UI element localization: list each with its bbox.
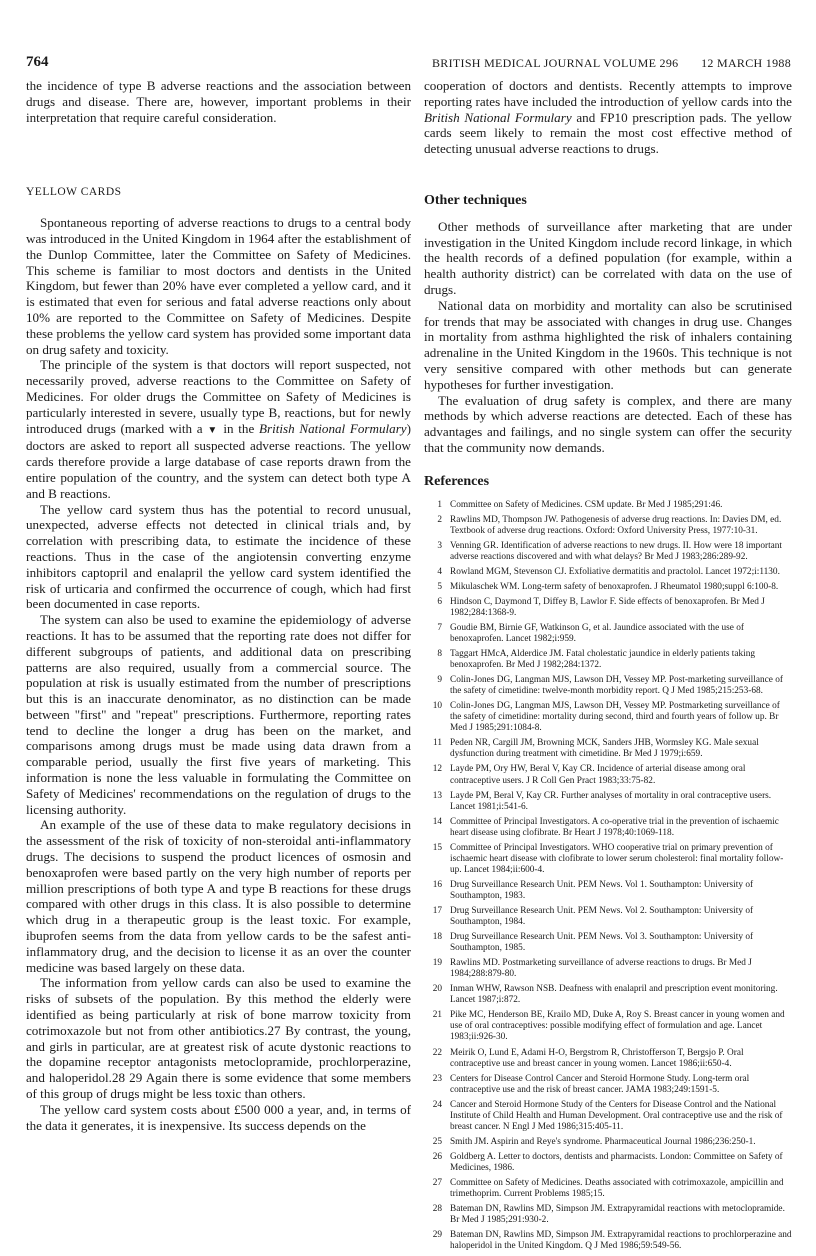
reference-item [433, 738, 792, 760]
reference-number: 3 [437, 540, 442, 551]
reference-text: Committee of Principal Investigators. WHO cooperative trial on primary prevention of ischaemic heart disease with clofibrate to lower serum cholesterol: final mortality follow-up. Lancet 1984;ii:600-4. [450, 842, 784, 875]
reference-item [432, 842, 792, 876]
reference-item [432, 701, 792, 734]
reference-text: Colin-Jones DG, Langman MJS, Lawson DH, Vessey MP. Postmarketing surveillance of the safety of cimetidine: mortality during second, third and fourth years of follow up. Br Med J 1985;291:1084-8. [450, 701, 780, 734]
reference-text: Bateman DN, Rawlins MD, Simpson JM. Extrapyramidal reactions with metoclopramide. Br Med J 1985;291:930-2. [450, 1204, 785, 1226]
reference-item [432, 984, 792, 1006]
reference-text: Venning GR. Identification of adverse reactions to new drugs. II. How were 18 important adverse reactions discovered and with what delays? Br Med J 1983;286:289-92. [450, 540, 783, 562]
page-number: 764 [26, 54, 49, 70]
italic-title: British National Formulary [424, 109, 572, 125]
intro-paragraph: the incidence of type B adverse reactions and the association between drugs and disease. There are, however, important problems in their interpretation that require careful consideration. [26, 78, 411, 125]
left-column [26, 78, 411, 1133]
reference-item [432, 1010, 792, 1043]
reference-number: 4 [437, 566, 442, 577]
heading-references: References [424, 473, 490, 489]
reference-item [432, 932, 792, 954]
reference-item [432, 1230, 792, 1252]
issue-date: 12 MARCH 1988 [701, 56, 791, 70]
reference-item [432, 816, 792, 839]
yellow-cards-paragraph-6: The information from yellow cards can also be used to examine the risks of subsets of the population. By this method the elderly were identified as being particularly at risk of bone marrow toxicity from cotrimoxazole but not from other antibiotics.27 By contrast, the young, and girls in particular, are at greatest risk of acute dystonic reactions to the dopamine receptor antagonists metoclopramide, prochlorperazine, and haloperidol.28 29 Again there is some evidence that some members of this group of drugs might be less toxic than others. [26, 975, 411, 1102]
reference-text: Peden NR, Cargill JM, Browning MCK, Sanders JHB, Wormsley KG. Male sexual dysfunction during treatment with cimetidine. Br Med J 1979;i:659. [450, 738, 759, 760]
right-column [424, 78, 792, 1256]
reference-item [432, 958, 792, 980]
other-techniques-paragraph-3: The evaluation of drug safety is complex, and there are many methods by which adverse reactions are detected. Each of these has advantages and failings, and no single system can offer the security that the community now demands. [424, 392, 792, 455]
reference-number: 8 [437, 649, 442, 660]
reference-number: 25 [432, 1136, 442, 1147]
reference-item [432, 1047, 792, 1070]
reference-number: 2 [437, 514, 442, 525]
reference-number: 14 [432, 816, 442, 827]
yellow-cards-paragraph-4: The system can also be used to examine the epidemiology of adverse reactions. It has to be assumed that the reporting rate does not differ for different subgroups of patients, and additional data on prescribing patterns are also required, usually from a commercial source. The population at risk is usually estimated from the number of prescriptions but this is an inaccurate denominator, as no distinction can be made between "first" and "repeat" prescriptions. Furthermore, reporting rates tend to decline the longer a drug has been on the market, and comparisons among drugs must be made using data drawn from a comparable period, usually the first five years of marketing. This information is none the less valuable in formulating the Committee on Safety of Medicines' recommendations on the regulation of drugs to the licensing authority. [26, 612, 411, 817]
reference-number: 9 [437, 675, 442, 686]
reference-item [432, 1099, 792, 1133]
black-triangle-symbol: ▼ [207, 424, 219, 436]
reference-text: Taggart HMcA, Alderdice JM. Fatal cholestatic jaundice in elderly patients taking benoxaprofen. Br Med J 1982;284:1372. [450, 649, 756, 671]
heading-other-techniques: Other techniques [424, 192, 527, 208]
reference-text: Pike MC, Henderson BE, Krailo MD, Duke A, Roy S. Breast cancer in young women and use of oral contraceptives: possible modifying effect of formulation and age. Lancet 1983;ii:926-30. [450, 1010, 785, 1043]
other-techniques-paragraph-2: National data on morbidity and mortality can also be scrutinised for trends that may be associated with changes in drug use. Changes in mortality from asthma highlighted the risk of inhalers containing adrenaline in the United Kingdom in the 1960s. This technique is not very sensitive compared with other methods but can generate hypotheses for further investigation. [424, 297, 792, 392]
paragraph-text: and FP10 prescription pads. The yellow cards seem likely to remain the most cost effective method of detecting unusual adverse reactions to drugs. [424, 109, 792, 157]
reference-text: Centers for Disease Control Cancer and Steroid Hormone Study. Long-term oral contraceptive use and the risk of breast cancer. JAMA 1983;249:1591-5. [450, 1073, 750, 1095]
other-techniques-paragraph-1: Other methods of surveillance after marketing that are under investigation in the United Kingdom include record linkage, in which the health records of a defined population (for example, within a health authority district) can be correlated with data on the use of drugs. [424, 218, 792, 297]
reference-number: 6 [437, 596, 442, 607]
reference-text: Rawlins MD, Thompson JW. Pathogenesis of adverse drug reactions. In: Davies DM, ed. Textbook of adverse drug reactions. Oxford: Oxford University Press, 1977:10-31. [450, 514, 782, 536]
paragraph-text: The principle of the system is that doctors will report suspected, not necessarily proved, adverse reactions to the Committee on Safety of Medicines. For older drugs the Committee on Safety of Medicines is particularly interested in severe, usually type B, reactions, but for newly introduced drugs (marked with a [26, 357, 411, 436]
yellow-cards-paragraph-5: An example of the use of these data to make regulatory decisions in the assessment of the risk of toxicity of non-steroidal anti-inflammatory drugs. The decisions to suspend the product licences of osmosin and benoxaprofen were based partly on the very high number of reports per million prescriptions of both type A and type B reactions for these drugs compared with other drugs in this class. It is also possible to determine which drug in a therapeutic group is the least toxic. For example, ibuprofen seems from the data from yellow cards to be the safest anti-inflammatory drug, and the decision to license it as an over the counter medicine was based largely on these data. [26, 817, 411, 975]
yellow-cards-paragraph-7: The yellow card system costs about £500 000 a year, and, in terms of the data it generates, it is inexpensive. Its success depends on the [26, 1101, 411, 1133]
reference-text: Goudie BM, Birnie GF, Watkinson G, et al. Jaundice associated with the use of benoxaprofen. Lancet 1982;i:959. [450, 622, 744, 644]
reference-number: 23 [432, 1073, 442, 1084]
reference-text: Drug Surveillance Research Unit. PEM News. Vol 3. Southampton: University of Southampton, 1985. [450, 932, 754, 954]
reference-number: 26 [432, 1151, 442, 1162]
reference-text: Meirik O, Lund E, Adami H-O, Bergstrom R, Christofferson T, Bergsjo P. Oral contraceptive use and breast cancer in young women. Lancet 1986;ii:650-4. [450, 1047, 744, 1069]
reference-number: 1 [437, 499, 442, 510]
reference-item [437, 540, 792, 563]
reference-text: Committee of Principal Investigators. A co-operative trial in the prevention of ischaemic heart disease using clofibrate. Br Heart J 1978;40:1069-118. [450, 816, 779, 838]
reference-item [432, 1177, 792, 1200]
reference-item [437, 649, 792, 671]
reference-number: 5 [437, 581, 442, 592]
reference-text: Mikulaschek WM. Long-term safety of benoxaprofen. J Rheumatol 1980;suppl 6:100-8. [450, 581, 779, 592]
reference-text: Colin-Jones DG, Langman MJS, Lawson DH, Vessey MP. Post-marketing surveillance of the safety of cimetidine: twelve-month morbidity report. Q J Med 1985;215:253-68. [450, 675, 783, 697]
reference-item [432, 764, 792, 786]
reference-text: Committee on Safety of Medicines. CSM update. Br Med J 1985;291:46. [450, 499, 723, 510]
reference-item [437, 675, 792, 697]
reference-number: 29 [432, 1230, 442, 1241]
reference-number: 10 [432, 701, 442, 712]
reference-item [437, 622, 792, 645]
reference-number: 27 [432, 1177, 442, 1188]
yellow-cards-paragraph-3: The yellow card system thus has the potential to record unusual, unexpected, adverse effects not detected in clinical trials and, by correlation with prescribing data, to estimate the incidence of these reactions. Thus in the case of the angiotensin converting enzyme inhibitors captopril and enalapril the yellow card system identified the risk of urticaria and confirmed the occurrence of cough, which had first been documented in case reports. [26, 501, 411, 612]
reference-text: Hindson C, Daymond T, Diffey B, Lawlor F. Side effects of benoxaprofen. Br Med J 1982;284:1368-9. [450, 596, 765, 618]
reference-text: Layde PM, Beral V, Kay CR. Further analyses of mortality in oral contraceptive users. Lancet 1981;i:541-6. [450, 790, 772, 812]
reference-number: 21 [432, 1010, 442, 1021]
reference-item [437, 596, 792, 619]
reference-list [424, 500, 792, 1253]
reference-text: Goldberg A. Letter to doctors, dentists and pharmacists. London: Committee on Safety of Medicines, 1986. [450, 1151, 783, 1173]
reference-item [437, 581, 792, 593]
reference-number: 7 [437, 622, 442, 633]
journal-title: BRITISH MEDICAL JOURNAL VOLUME 296 [432, 56, 679, 70]
reference-text: Committee on Safety of Medicines. Deaths associated with cotrimoxazole, ampicillin and trimethoprim. Current Problems 1985;15. [450, 1177, 784, 1200]
reference-number: 19 [432, 958, 442, 969]
reference-item [437, 514, 792, 537]
reference-item [437, 566, 792, 578]
reference-number: 24 [432, 1099, 442, 1110]
italic-title: British National Formulary [258, 420, 407, 436]
reference-text: Drug Surveillance Research Unit. PEM News. Vol 1. Southampton: University of Southampton, 1983. [450, 879, 754, 901]
yellow-cards-paragraph-1: Spontaneous reporting of adverse reactions to drugs to a central body was introduced in the United Kingdom in 1964 after the establishment of the Dunlop Committee, later the Committee on Safety of Medicines. This scheme is familiar to most doctors and dentists in the United Kingdom, but fewer than 20% have ever completed a yellow card, and it is estimated that even for serious and fatal adverse reactions only about 10% are reported to the Committee on Safety of Medicines. Despite these problems the yellow card system has provided some important data on drug safety and toxicity. [26, 215, 411, 357]
paragraph-text: cooperation of doctors and dentists. Recently attempts to improve reporting rates have included the introduction of yellow cards into the [424, 78, 792, 109]
reference-text: Bateman DN, Rawlins MD, Simpson JM. Extrapyramidal reactions to prochlorperazine and haloperidol in the United Kingdom. Q J Med 1986;59:549-56. [450, 1230, 792, 1252]
reference-number: 11 [433, 738, 442, 749]
reference-text: Cancer and Steroid Hormone Study of the Centers for Disease Control and the National Institute of Child Health and Human Development. Oral contraceptive use and the risk of breast cancer. N Engl J Med 1986;315:405-11. [450, 1099, 783, 1132]
reference-number: 28 [432, 1204, 442, 1215]
reference-item [432, 1136, 792, 1148]
section-heading-yellow-cards: YELLOW CARDS [26, 186, 122, 199]
reference-item [432, 1073, 792, 1096]
reference-item [437, 499, 792, 511]
reference-number: 18 [432, 932, 442, 943]
reference-item [432, 1204, 792, 1226]
reference-number: 20 [432, 984, 442, 995]
reference-number: 16 [432, 879, 442, 890]
reference-text: Inman WHW, Rawson NSB. Deafness with enalapril and prescription event monitoring. Lancet 1987;i:872. [450, 984, 778, 1006]
reference-text: Smith JM. Aspirin and Reye's syndrome. Pharmaceutical Journal 1986;236:250-1. [450, 1136, 756, 1147]
reference-number: 15 [432, 842, 442, 853]
reference-item [432, 790, 792, 813]
reference-number: 17 [432, 905, 442, 916]
yellow-cards-paragraph-2 [26, 357, 411, 501]
reference-number: 13 [432, 790, 442, 801]
reference-item [432, 1151, 792, 1174]
reference-item [432, 905, 792, 928]
reference-item [432, 879, 792, 902]
reference-text: Rawlins MD. Postmarketing surveillance of adverse reactions to drugs. Br Med J 1984;288:879-80. [450, 958, 752, 980]
reference-number: 22 [432, 1047, 442, 1058]
running-header [0, 54, 816, 74]
continued-paragraph [424, 78, 792, 157]
reference-text: Drug Surveillance Research Unit. PEM News. Vol 2. Southampton: University of Southampton, 1984. [450, 905, 754, 928]
paragraph-text: in the [218, 420, 259, 436]
reference-number: 12 [432, 764, 442, 775]
reference-text: Layde PM, Ory HW, Beral V, Kay CR. Incidence of arterial disease among oral contraceptive users. J R Coll Gen Pract 1983;33:75-82. [450, 764, 746, 786]
paragraph-text: ) doctors are asked to report all suspected adverse reactions. The yellow cards therefore provide a large database of case reports drawn from the entire population of the country, and the system can detect both type A and B reactions. [26, 420, 411, 501]
reference-text: Rowland MGM, Stevenson CJ. Exfoliative dermatitis and practolol. Lancet 1972;i:1130. [450, 566, 780, 577]
